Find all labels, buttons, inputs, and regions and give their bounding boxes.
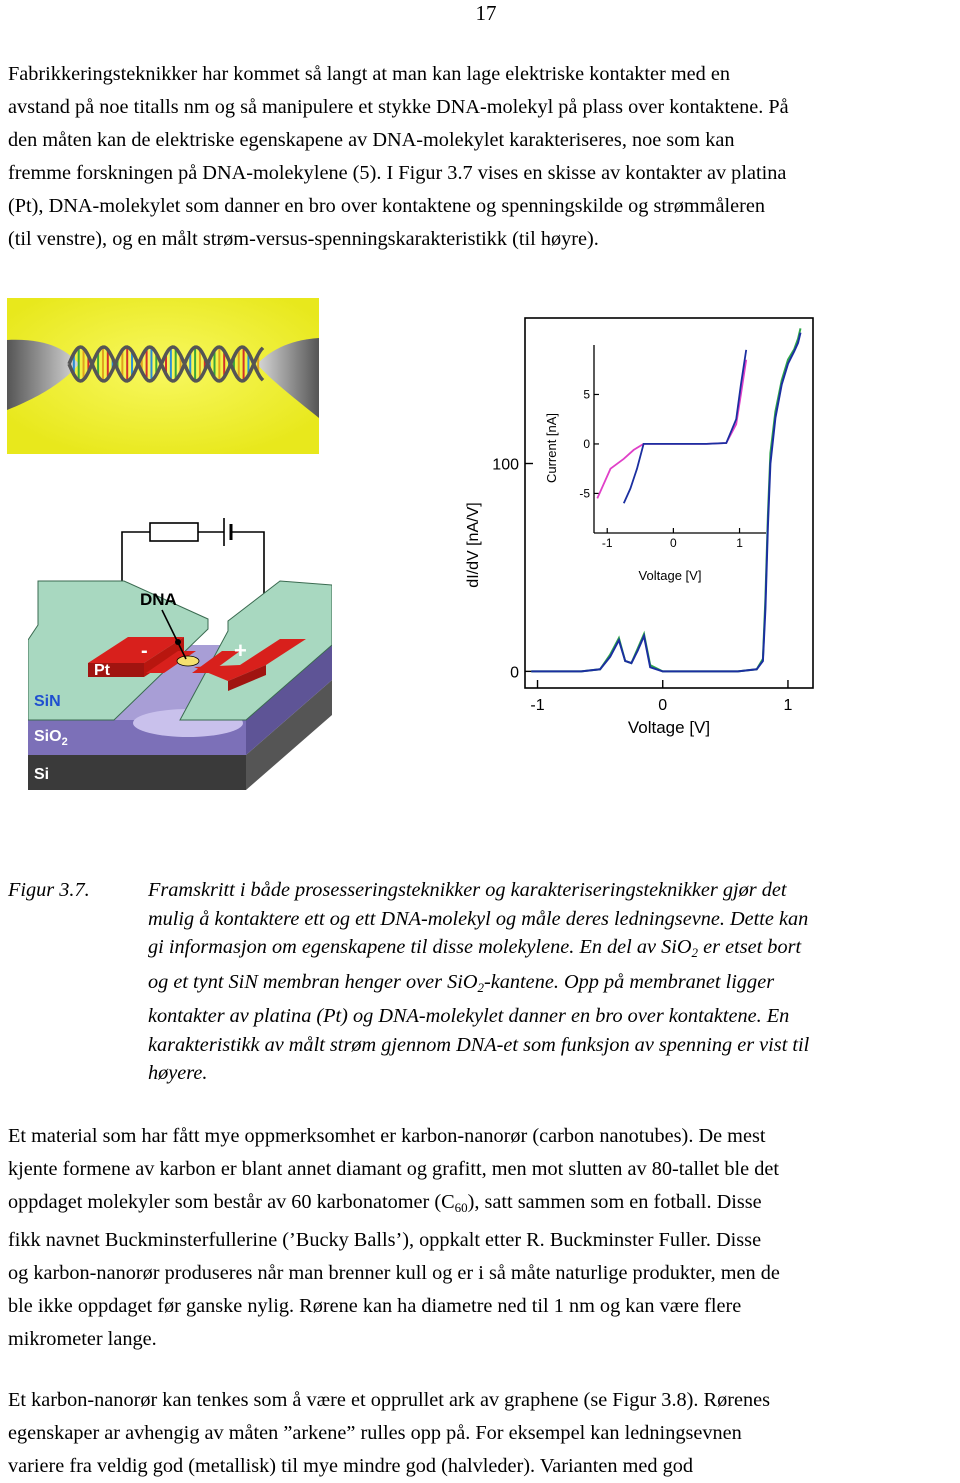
x-tick-label: 1 — [783, 697, 793, 714]
text-line: fremme forskningen på DNA-molekylene (5). I Figur 3.7 vises en skisse av kontakter av platina — [8, 162, 787, 184]
text-line: Et material som har fått mye oppmerksomhet er karbon-nanorør (carbon nanotubes). De mest — [8, 1125, 766, 1147]
text-line: variere fra veldig god (metallisk) til mye mindre god (halvleder). Varianten med god — [8, 1455, 694, 1477]
text-line: avstand på noe titalls nm og så manipulere et stykke DNA-molekyl på plass over kontaktene. På — [8, 96, 789, 118]
text-line: (Pt), DNA-molekylet som danner en bro over kontaktene og spenningskilde og strømmåleren — [8, 195, 765, 217]
page-number: 17 — [475, 1, 497, 25]
si-layer — [28, 755, 246, 790]
dna-bridge-image — [7, 298, 319, 454]
figure-caption — [148, 876, 958, 1088]
text-line: og et tynt SiN membran henger over SiO$_2$-kantene. Opp på membranet ligger — [148, 970, 775, 995]
text-line: oppdaget molekyler som består av 60 karbonatomer $(C_{60})$, satt sammen som en fotball. Disse — [8, 1191, 762, 1215]
si-label: Si — [34, 766, 50, 783]
x-tick-label: -1 — [530, 697, 545, 714]
resistor-icon — [150, 523, 198, 541]
sio2-label: SiO$_2$ — [34, 728, 68, 748]
inset-x-axis-label: Voltage [V] — [638, 568, 702, 583]
inset-y-axis-label: Current [nA] — [544, 412, 559, 484]
text-line: kjente formene av karbon er blant annet diamant og grafitt, men mot slutten av 80-tallet ble det — [8, 1158, 779, 1180]
text-line: mulig å kontaktere ett og ett DNA-molekyl og måle deres ledningsevne. Dette kan — [148, 907, 809, 930]
y-axis-label: dI/dV [nA/V] — [465, 502, 482, 588]
x-axis-label: Voltage [V] — [627, 718, 711, 737]
figure-label: Figur 3.7. — [8, 879, 90, 901]
inset-x-tick-label: 0 — [670, 536, 677, 550]
inset-y-tick-label: 0 — [583, 436, 590, 451]
sin-label: SiN — [34, 693, 61, 710]
dna-pointer-dot — [175, 639, 181, 645]
y-tick-label: 100 — [492, 456, 519, 474]
text-line: gi informasjon om egenskapene til disse molekylene. En del av SiO$_2$ er etset bort — [148, 936, 802, 960]
device-diagram — [28, 505, 332, 795]
x-tick-label: 0 — [658, 697, 668, 714]
body-paragraph-1 — [8, 1120, 958, 1356]
text-line: fikk navnet Buckminsterfullerine (’Bucky Balls’), oppkalt etter R. Buckminster Fuller. Disse — [8, 1229, 762, 1251]
inset-y-tick-label: 5 — [583, 387, 590, 402]
inset-x-tick-label: 1 — [736, 536, 743, 550]
didv-chart — [455, 308, 820, 748]
inset-x-tick-label: -1 — [601, 536, 613, 550]
text-line: Fabrikkeringsteknikker har kommet så langt at man kan lage elektriske kontakter med en — [8, 63, 731, 85]
dna-label: DNA — [140, 590, 177, 609]
text-line: egenskaper ar avhengig av måten ”arkene” rulles opp på. For eksempel kan ledningsevnen — [8, 1422, 742, 1444]
text-line: mikrometer lange. — [8, 1328, 157, 1350]
text-line: Framskritt i både prosesseringsteknikker og karakteriseringsteknikker gjør det — [148, 879, 787, 901]
dna-molecule — [177, 656, 199, 666]
text-line: Et karbon-nanorør kan tenkes som å være et opprullet ark av graphene (se Figur 3.8). Rørenes — [8, 1389, 771, 1411]
inset-area — [594, 345, 766, 533]
body-paragraph-2 — [8, 1384, 958, 1483]
intro-paragraph — [8, 58, 958, 256]
text-line: og karbon-nanorør produseres når man brenner kull og er i så måte naturlige produkter, men de — [8, 1262, 780, 1284]
plus-label: + — [234, 638, 247, 663]
y-tick-label: 0 — [510, 664, 519, 682]
inset-y-tick-label: -5 — [579, 486, 590, 501]
text-line: den måten kan de elektriske egenskapene av DNA-molekylet karakteriseres, noe som kan — [8, 129, 735, 151]
text-line: høyere. — [148, 1062, 208, 1084]
pt-label: Pt — [94, 662, 110, 679]
text-line: ble ikke oppdaget før ganske nylig. Rørene kan ha diametre ned til 1 nm og kan være flere — [8, 1295, 742, 1317]
text-line: karakteristikk av målt strøm gjennom DNA-et som funksjon av spenning er vist til — [148, 1033, 810, 1056]
text-line: kontakter av platina (Pt) og DNA-molekylet danner en bro over kontaktene. En — [148, 1005, 790, 1027]
text-line: (til venstre), og en målt strøm-versus-spenningskarakteristikk (til høyre). — [8, 228, 599, 250]
minus-label: - — [141, 640, 148, 662]
